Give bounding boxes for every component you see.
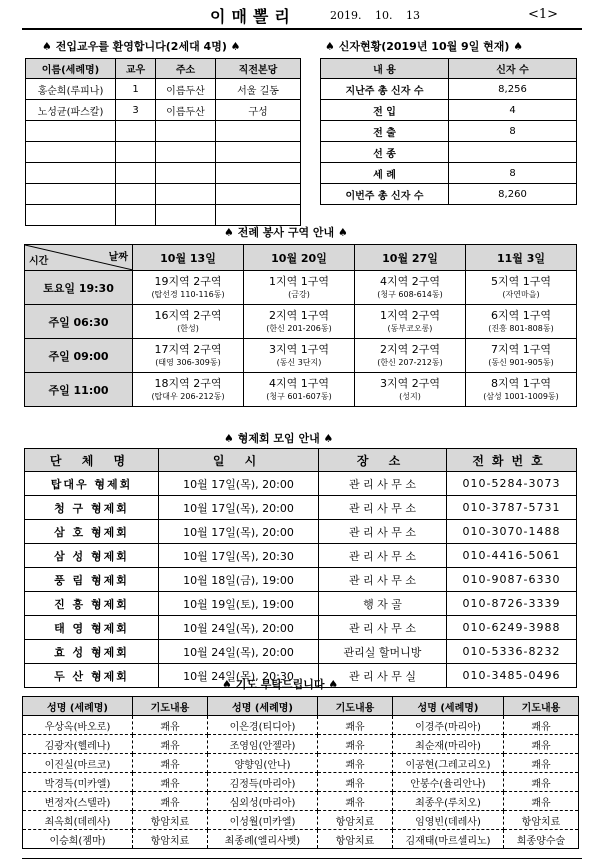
- transfer-cell: [216, 163, 301, 184]
- altar-area: (태영 306-309동): [155, 358, 221, 367]
- altar-row: [25, 339, 577, 373]
- altar-assignment-cell: [133, 373, 244, 407]
- brothers-row: [25, 544, 577, 568]
- prayer-name-cell: 이경주(마리아): [393, 716, 504, 735]
- transfer-col-parish: 직전본당: [216, 59, 301, 79]
- prayer-name-cell: 최종우(루치오): [393, 792, 504, 811]
- prayer-name-cell: 김정득(마리아): [208, 773, 318, 792]
- altar-time-cell: 주일 09:00: [25, 339, 133, 373]
- altar-area: (청구 608-614동): [377, 290, 443, 299]
- prayer-name-cell: 조영임(안젤라): [208, 735, 318, 754]
- altar-district: 8지역 1구역: [491, 377, 551, 390]
- transfer-cell: 1: [116, 79, 156, 100]
- altar-date-3: 10월 27일: [355, 245, 466, 271]
- brothers-datetime-cell: 10월 24일(목), 20:00: [159, 616, 319, 640]
- prayer-name-cell: 이은경(티디아): [208, 716, 318, 735]
- altar-area: (한신 207-212동): [377, 358, 443, 367]
- transfer-cell: [156, 205, 216, 226]
- brothers-phone-cell: 010-3787-5731: [447, 496, 577, 520]
- brothers-place-cell: 관 리 사 무 소: [319, 568, 447, 592]
- altar-area: (동신 901-905동): [488, 358, 554, 367]
- brothers-place-cell: 관 리 사 무 소: [319, 616, 447, 640]
- members-label-cell: 전 입: [321, 100, 449, 121]
- brothers-phone-cell: 010-6249-3988: [447, 616, 577, 640]
- altar-assignment-cell: [466, 305, 577, 339]
- brothers-place-cell: 관 리 사 무 소: [319, 520, 447, 544]
- altar-date-2: 10월 20일: [244, 245, 355, 271]
- prayer-content-cell: 쾌유: [504, 716, 579, 735]
- members-label-cell: 선 종: [321, 142, 449, 163]
- prayer-content-cell: 쾌유: [318, 735, 393, 754]
- transfer-cell: 이름두산: [156, 100, 216, 121]
- prayer-title: ♠ 기도 부탁드립니다 ♠: [222, 678, 339, 691]
- prayer-col-content-2: 기도내용: [318, 697, 393, 716]
- brothers-place-cell: 관 리 사 무 실: [319, 664, 447, 688]
- brothers-place-cell: 관 리 사 무 소: [319, 472, 447, 496]
- prayer-content-cell: 항암치료: [318, 830, 393, 849]
- brothers-datetime-cell: 10월 18일(금), 19:00: [159, 568, 319, 592]
- prayer-content-cell: 쾌유: [318, 754, 393, 773]
- altar-date-1: 10월 13일: [133, 245, 244, 271]
- altar-assignment-cell: [355, 339, 466, 373]
- altar-row: [25, 373, 577, 407]
- prayer-content-cell: 쾌유: [504, 792, 579, 811]
- altar-area: (한신 201-206동): [266, 324, 332, 333]
- prayer-row: [23, 735, 579, 754]
- transfer-cell: 이름두산: [156, 79, 216, 100]
- altar-assignment-cell: [355, 373, 466, 407]
- prayer-row: [23, 773, 579, 792]
- transfer-cell: 노성균(파스칼): [26, 100, 116, 121]
- brothers-header-row: [25, 449, 577, 472]
- members-col-count: 신자 수: [449, 59, 577, 79]
- brothers-phone-cell: 010-4416-5061: [447, 544, 577, 568]
- transfer-cell: [216, 121, 301, 142]
- brothers-phone-cell: 010-8726-3339: [447, 592, 577, 616]
- transfer-cell: [216, 142, 301, 163]
- bulletin-date: 2019. 10. 13: [330, 9, 420, 22]
- brothers-place-cell: 관 리 사 무 소: [319, 544, 447, 568]
- brothers-group-cell: 삼 성 형제회: [25, 544, 159, 568]
- prayer-row: [23, 754, 579, 773]
- altar-assignment-cell: [133, 305, 244, 339]
- prayer-content-cell: 희종양수술: [504, 830, 579, 849]
- altar-area: (탑대우 206-212동): [151, 392, 225, 401]
- brothers-row: [25, 616, 577, 640]
- transfer-cell: 홍순희(루피나): [26, 79, 116, 100]
- transfer-col-name: 이름(세례명): [26, 59, 116, 79]
- members-header-row: [321, 59, 577, 79]
- altar-area: (진흥 801-808동): [488, 324, 554, 333]
- altar-assignment-cell: [466, 373, 577, 407]
- altar-area: (동부코오롱): [387, 324, 433, 333]
- brothers-col-group: 단 체 명: [25, 449, 159, 472]
- altar-corner-cell: [25, 245, 133, 271]
- prayer-row: [23, 792, 579, 811]
- prayer-content-cell: 쾌유: [133, 773, 208, 792]
- altar-row: [25, 305, 577, 339]
- prayer-name-cell: 이진실(마르코): [23, 754, 133, 773]
- brothers-col-phone: 전화번호: [447, 449, 577, 472]
- transfer-cell: 3: [116, 100, 156, 121]
- prayer-name-cell: 김재태(마르셀리노): [393, 830, 504, 849]
- prayer-name-cell: 안봉수(율리안나): [393, 773, 504, 792]
- altar-assignment-cell: [244, 271, 355, 305]
- brothers-place-cell: 관리실 할머니방: [319, 640, 447, 664]
- prayer-name-cell: 양향임(안나): [208, 754, 318, 773]
- brothers-group-cell: 삼 호 형제회: [25, 520, 159, 544]
- prayer-header-row: [23, 697, 579, 716]
- brothers-group-cell: 풍 림 형제회: [25, 568, 159, 592]
- altar-title: ♠ 전례 봉사 구역 안내 ♠: [224, 226, 348, 239]
- prayer-content-cell: 쾌유: [504, 754, 579, 773]
- altar-time-cell: 주일 11:00: [25, 373, 133, 407]
- altar-area: (삼성 1001-1009동): [483, 392, 559, 401]
- altar-district: 2지역 2구역: [380, 343, 440, 356]
- prayer-content-cell: 쾌유: [318, 773, 393, 792]
- transfer-cell: [116, 163, 156, 184]
- altar-area: (청구 601-607동): [266, 392, 332, 401]
- transfer-cell: [216, 205, 301, 226]
- altar-area: (자연마을): [502, 290, 540, 299]
- altar-district: 18지역 2구역: [154, 377, 222, 390]
- brothers-table: [24, 448, 577, 688]
- prayer-row: [23, 830, 579, 849]
- altar-assignment-cell: [133, 339, 244, 373]
- members-count-cell: 8: [449, 121, 577, 142]
- altar-district: 4지역 1구역: [269, 377, 329, 390]
- members-count-cell: 4: [449, 100, 577, 121]
- altar-district: 2지역 1구역: [269, 309, 329, 322]
- altar-assignment-cell: [355, 305, 466, 339]
- transfer-cell: [216, 184, 301, 205]
- brothers-row: [25, 640, 577, 664]
- prayer-table: [22, 696, 579, 849]
- prayer-content-cell: 항암치료: [133, 811, 208, 830]
- brothers-phone-cell: 010-3485-0496: [447, 664, 577, 688]
- brothers-row: [25, 520, 577, 544]
- transfer-row: [26, 79, 301, 100]
- prayer-name-cell: 김광자(헬레나): [23, 735, 133, 754]
- altar-assignment-cell: [244, 339, 355, 373]
- prayer-name-cell: 이성월(미카엘): [208, 811, 318, 830]
- brothers-group-cell: 탑대우 형제회: [25, 472, 159, 496]
- brothers-group-cell: 태 영 형제회: [25, 616, 159, 640]
- altar-time-cell: 토요일 19:30: [25, 271, 133, 305]
- prayer-content-cell: 쾌유: [133, 735, 208, 754]
- altar-assignment-cell: [466, 339, 577, 373]
- prayer-content-cell: 항암치료: [133, 830, 208, 849]
- page-number: <1>: [528, 7, 559, 22]
- transfer-cell: [116, 184, 156, 205]
- altar-district: 5지역 1구역: [491, 275, 551, 288]
- prayer-name-cell: 심외성(마리아): [208, 792, 318, 811]
- prayer-name-cell: 최옥희(데레사): [23, 811, 133, 830]
- brothers-place-cell: 관 리 사 무 소: [319, 496, 447, 520]
- members-count-cell: [449, 142, 577, 163]
- altar-district: 17지역 2구역: [154, 343, 222, 356]
- corner-date-label: 날짜: [108, 252, 128, 263]
- members-row: [321, 163, 577, 184]
- altar-district: 16지역 2구역: [154, 309, 222, 322]
- prayer-col-content-3: 기도내용: [504, 697, 579, 716]
- members-label-cell: 전 출: [321, 121, 449, 142]
- transfer-col-address: 주소: [156, 59, 216, 79]
- prayer-col-content-1: 기도내용: [133, 697, 208, 716]
- prayer-col-name-2: 성명 (세례명): [208, 697, 318, 716]
- altar-area: (탑선경 110-116동): [151, 290, 225, 299]
- prayer-col-name-1: 성명 (세례명): [23, 697, 133, 716]
- prayer-content-cell: 쾌유: [133, 792, 208, 811]
- altar-district: 7지역 1구역: [491, 343, 551, 356]
- brothers-row: [25, 568, 577, 592]
- transfer-cell: 구성: [216, 100, 301, 121]
- altar-assignment-cell: [466, 271, 577, 305]
- altar-header-row: [25, 245, 577, 271]
- transfer-cell: [26, 184, 116, 205]
- members-row: [321, 79, 577, 100]
- transfer-cell: [156, 121, 216, 142]
- altar-area: (성지): [399, 392, 421, 401]
- altar-district: 1지역 2구역: [380, 309, 440, 322]
- transfer-cell: [116, 205, 156, 226]
- altar-assignment-cell: [355, 271, 466, 305]
- altar-area: (동신 3단지): [276, 358, 322, 367]
- brothers-datetime-cell: 10월 17일(목), 20:00: [159, 520, 319, 544]
- members-row: [321, 121, 577, 142]
- transfer-header-row: [26, 59, 301, 79]
- brothers-group-cell: 효 성 형제회: [25, 640, 159, 664]
- altar-table: [24, 244, 577, 407]
- brothers-title: ♠ 형제회 모임 안내 ♠: [224, 432, 334, 445]
- brothers-datetime-cell: 10월 17일(목), 20:30: [159, 544, 319, 568]
- brothers-row: [25, 496, 577, 520]
- transfer-row: [26, 205, 301, 226]
- brothers-col-place: 장 소: [319, 449, 447, 472]
- altar-district: 4지역 2구역: [380, 275, 440, 288]
- prayer-name-cell: 이승희(젬마): [23, 830, 133, 849]
- bulletin-title: 이매뽈리: [210, 7, 296, 26]
- prayer-col-name-3: 성명 (세례명): [393, 697, 504, 716]
- prayer-content-cell: 쾌유: [504, 735, 579, 754]
- brothers-row: [25, 472, 577, 496]
- brothers-place-cell: 행 자 골: [319, 592, 447, 616]
- altar-district: 3지역 1구역: [269, 343, 329, 356]
- members-count-cell: 8,256: [449, 79, 577, 100]
- altar-area: (금강): [288, 290, 310, 299]
- members-label-cell: 이번주 총 신자 수: [321, 184, 449, 205]
- brothers-datetime-cell: 10월 24일(목), 20:00: [159, 640, 319, 664]
- altar-date-4: 11월 3일: [466, 245, 577, 271]
- transfer-col-count: 교우: [116, 59, 156, 79]
- altar-assignment-cell: [244, 305, 355, 339]
- prayer-name-cell: 박경득(미카엘): [23, 773, 133, 792]
- brothers-datetime-cell: 10월 24일(목), 20:30: [159, 664, 319, 688]
- brothers-datetime-cell: 10월 17일(목), 20:00: [159, 496, 319, 520]
- members-label-cell: 지난주 총 신자 수: [321, 79, 449, 100]
- prayer-name-cell: 최순재(마리아): [393, 735, 504, 754]
- transfer-title: ♠ 전입교우를 환영합니다(2세대 4명) ♠: [42, 40, 241, 53]
- prayer-content-cell: 쾌유: [133, 716, 208, 735]
- altar-time-cell: 주일 06:30: [25, 305, 133, 339]
- brothers-phone-cell: 010-5336-8232: [447, 640, 577, 664]
- transfer-row: [26, 142, 301, 163]
- prayer-content-cell: 항암치료: [504, 811, 579, 830]
- transfer-row: [26, 184, 301, 205]
- transfer-cell: 서울 길동: [216, 79, 301, 100]
- brothers-phone-cell: 010-5284-3073: [447, 472, 577, 496]
- transfer-cell: [156, 163, 216, 184]
- brothers-phone-cell: 010-9087-6330: [447, 568, 577, 592]
- altar-district: 19지역 2구역: [154, 275, 222, 288]
- members-table: [320, 58, 577, 205]
- altar-district: 6지역 1구역: [491, 309, 551, 322]
- transfer-cell: [116, 121, 156, 142]
- transfer-row: [26, 163, 301, 184]
- transfer-cell: [116, 142, 156, 163]
- transfer-cell: [26, 121, 116, 142]
- altar-row: [25, 271, 577, 305]
- transfer-cell: [26, 142, 116, 163]
- altar-area: (한성): [177, 324, 199, 333]
- footer-divider: [22, 858, 582, 859]
- members-row: [321, 100, 577, 121]
- transfer-cell: [26, 163, 116, 184]
- header-divider: [22, 28, 582, 30]
- members-count-cell: 8: [449, 163, 577, 184]
- members-count-cell: 8,260: [449, 184, 577, 205]
- brothers-group-cell: 청 구 형제회: [25, 496, 159, 520]
- transfer-row: [26, 100, 301, 121]
- brothers-group-cell: 진 흥 형제회: [25, 592, 159, 616]
- transfer-table: [25, 58, 301, 226]
- members-label-cell: 세 례: [321, 163, 449, 184]
- prayer-name-cell: 최종례(엘리사벳): [208, 830, 318, 849]
- prayer-name-cell: 우상옥(바오로): [23, 716, 133, 735]
- members-row: [321, 184, 577, 205]
- prayer-name-cell: 이공현(그레고리오): [393, 754, 504, 773]
- brothers-phone-cell: 010-3070-1488: [447, 520, 577, 544]
- members-row: [321, 142, 577, 163]
- members-col-content: 내 용: [321, 59, 449, 79]
- brothers-datetime-cell: 10월 17일(목), 20:00: [159, 472, 319, 496]
- brothers-col-datetime: 일 시: [159, 449, 319, 472]
- brothers-row: [25, 592, 577, 616]
- transfer-cell: [26, 205, 116, 226]
- corner-time-label: 시간: [29, 256, 49, 267]
- altar-district: 1지역 1구역: [269, 275, 329, 288]
- prayer-name-cell: 변정자(스텔라): [23, 792, 133, 811]
- prayer-content-cell: 쾌유: [318, 792, 393, 811]
- prayer-content-cell: 쾌유: [318, 716, 393, 735]
- prayer-content-cell: 쾌유: [133, 754, 208, 773]
- transfer-row: [26, 121, 301, 142]
- prayer-row: [23, 716, 579, 735]
- altar-assignment-cell: [244, 373, 355, 407]
- transfer-cell: [156, 142, 216, 163]
- brothers-datetime-cell: 10월 19일(토), 19:00: [159, 592, 319, 616]
- prayer-name-cell: 임영빈(데레사): [393, 811, 504, 830]
- altar-district: 3지역 2구역: [380, 377, 440, 390]
- prayer-row: [23, 811, 579, 830]
- altar-assignment-cell: [133, 271, 244, 305]
- prayer-content-cell: 쾌유: [504, 773, 579, 792]
- members-title: ♠ 신자현황(2019년 10월 9일 현재) ♠: [325, 40, 524, 53]
- brothers-group-cell: 두 산 형제회: [25, 664, 159, 688]
- prayer-content-cell: 항암치료: [318, 811, 393, 830]
- transfer-cell: [156, 184, 216, 205]
